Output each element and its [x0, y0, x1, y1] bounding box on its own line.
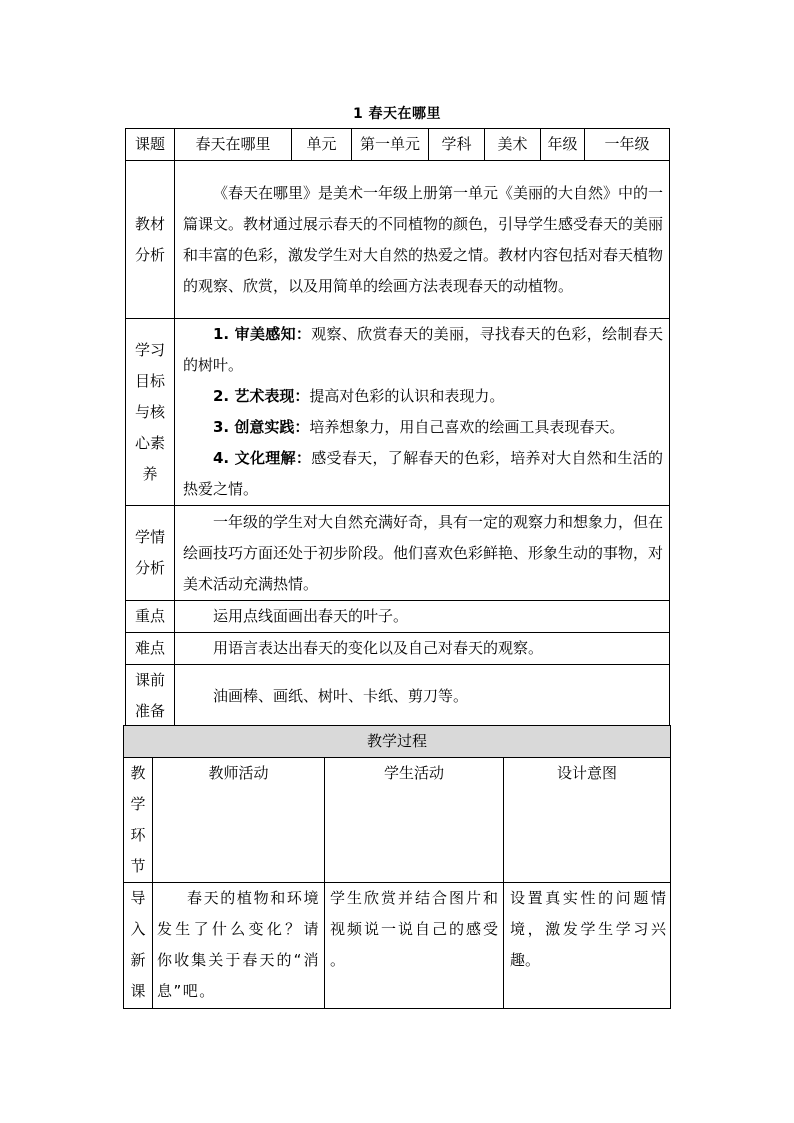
students-label-line-1: 学情 — [134, 528, 165, 546]
goal-head: 3. 创意实践： — [213, 418, 310, 436]
goal-head: 4. 文化理解： — [213, 449, 312, 467]
material-row — [126, 161, 670, 319]
process-step-row — [124, 883, 671, 1009]
goal-item — [183, 381, 663, 412]
key-point-text: 运用点线面画出春天的叶子。 — [175, 601, 670, 633]
key-point-row — [126, 601, 670, 633]
step-char: 导 — [130, 889, 146, 907]
material-text: 《春天在哪里》是美术一年级上册第一单元《美丽的大自然》中的一篇课文。教材通过展示春天的不同植物的颜色，引导学生感受春天的美丽和丰富的色彩，激发学生对大自然的热爱之情。教材内容包括对春天植物的观察、欣赏，以及用简单的绘画方法表现春天的动植物。 — [175, 161, 670, 319]
prep-text: 油画棒、画纸、树叶、卡纸、剪刀等。 — [175, 665, 670, 728]
prep-label-line-1: 课前 — [134, 671, 165, 689]
prep-label — [126, 665, 175, 728]
grade-value: 一年级 — [585, 129, 670, 161]
difficulty-label: 难点 — [126, 633, 175, 665]
goal-text: 提高对色彩的认识和表现力。 — [309, 387, 505, 405]
goals-label-line-1: 学习 — [134, 340, 165, 359]
goals-label — [126, 319, 175, 506]
prep-row — [126, 665, 670, 728]
step-char: 课 — [130, 982, 146, 1000]
step-label — [124, 883, 153, 1009]
step-label-char: 学 — [130, 795, 146, 813]
students-row — [126, 506, 670, 601]
student-activity: 学生欣赏并结合图片和视频说一说自己的感受 。 — [325, 883, 504, 1009]
process-header: 教学过程 — [124, 726, 671, 758]
key-point-label: 重点 — [126, 601, 175, 633]
step-label-char: 节 — [130, 857, 146, 875]
goals-label-line-5: 养 — [142, 464, 158, 483]
process-table — [123, 725, 671, 1009]
goal-item — [183, 412, 663, 443]
goals-label-line-3: 与核 — [134, 402, 165, 421]
step-label-char: 教 — [130, 764, 146, 782]
students-label — [126, 506, 175, 601]
page-title: 1 春天在哪里 — [352, 106, 442, 122]
subject-label: 学科 — [429, 129, 485, 161]
goals-label-line-2: 目标 — [134, 371, 165, 390]
students-label-line-2: 分析 — [134, 559, 165, 577]
grade-label: 年级 — [541, 129, 585, 161]
goal-text: 观察、欣赏春天的美丽，寻找春天的色彩，绘制春天的树叶。 — [183, 325, 663, 374]
teacher-activity: 春天的植物和环境发生了什么变化？请你收集关于春天的“消息”吧。 — [153, 883, 325, 1009]
goal-head: 2. 艺术表现： — [213, 387, 310, 405]
material-label-line-1: 教材 — [134, 214, 165, 233]
step-label-char: 环 — [130, 826, 146, 844]
unit-label: 单元 — [292, 129, 352, 161]
goals-row — [126, 319, 670, 506]
prep-label-line-2: 准备 — [134, 702, 165, 720]
student-column-header: 学生活动 — [325, 758, 504, 883]
goal-item — [183, 319, 663, 381]
process-header-row — [124, 726, 671, 758]
goal-text: 感受春天，了解春天的色彩，培养对大自然和生活的热爱之情。 — [183, 449, 663, 498]
goal-text: 培养想象力，用自己喜欢的绘画工具表现春天。 — [309, 418, 625, 436]
design-column-header: 设计意图 — [504, 758, 671, 883]
students-text: 一年级的学生对大自然充满好奇，具有一定的观察力和想象力，但在绘画技巧方面还处于初步阶段。他们喜欢色彩鲜艳、形象生动的事物，对美术活动充满热情。 — [175, 506, 670, 601]
goals-label-line-4: 心素 — [134, 433, 165, 452]
material-label — [126, 161, 175, 319]
unit-value: 第一单元 — [352, 129, 429, 161]
step-char: 新 — [130, 951, 146, 969]
design-intent: 设置真实性的问题情境，激发学生学习兴趣。 — [504, 883, 671, 1009]
info-row — [126, 129, 670, 161]
topic-label: 课题 — [126, 129, 175, 161]
difficulty-text: 用语言表达出春天的变化以及自己对春天的观察。 — [175, 633, 670, 665]
goal-item — [183, 443, 663, 505]
step-char: 入 — [130, 920, 146, 938]
goal-head: 1. 审美感知： — [213, 325, 312, 343]
subject-value: 美术 — [485, 129, 541, 161]
material-label-line-2: 分析 — [134, 245, 165, 264]
difficulty-row — [126, 633, 670, 665]
step-column-label — [124, 758, 153, 883]
process-columns-row — [124, 758, 671, 883]
lesson-info-table — [125, 128, 670, 728]
topic-value: 春天在哪里 — [175, 129, 292, 161]
goals-text — [175, 319, 670, 506]
teacher-column-header: 教师活动 — [153, 758, 325, 883]
